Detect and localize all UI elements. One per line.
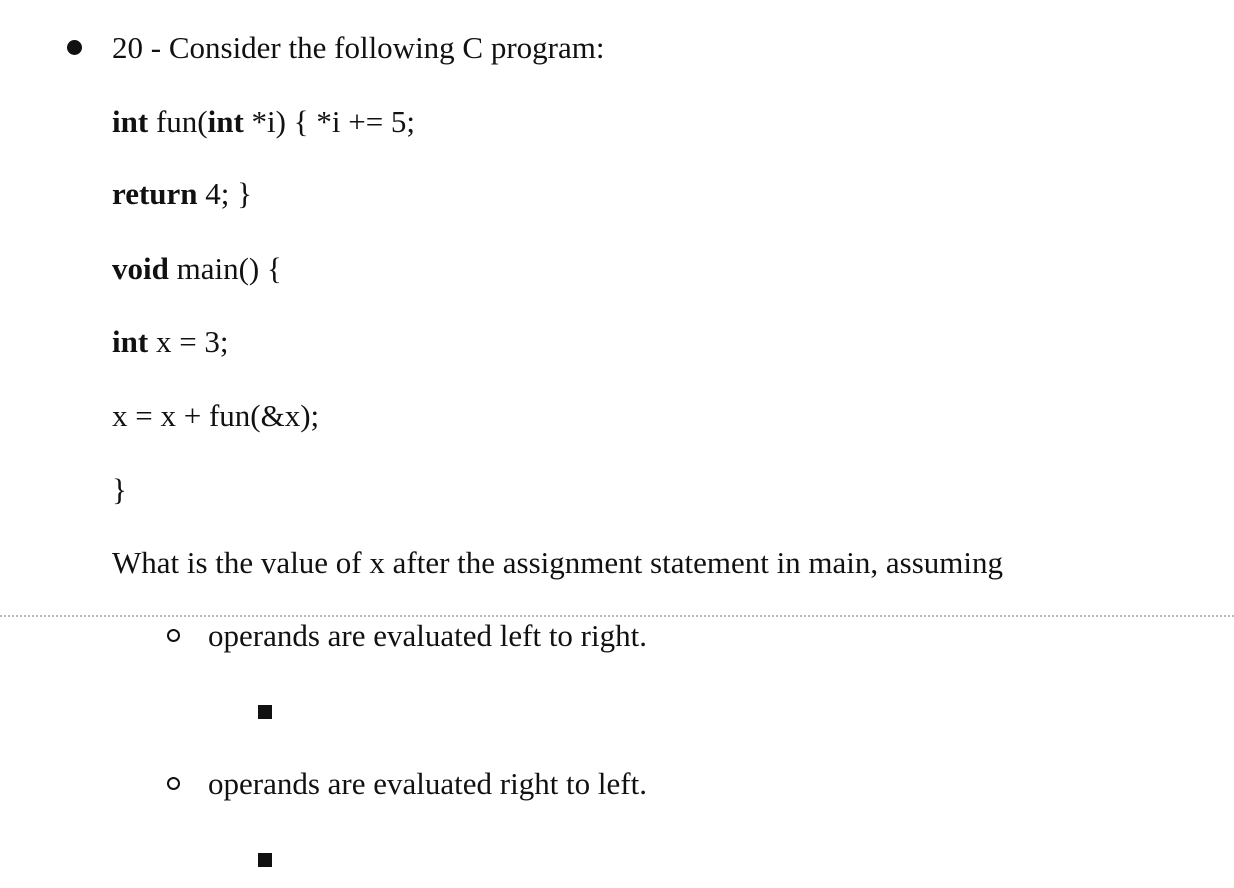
answer-square-icon xyxy=(258,705,272,719)
page-break-divider xyxy=(0,615,1234,617)
code-text: fun( xyxy=(148,104,208,139)
question-heading: 20 - Consider the following C program: xyxy=(112,30,605,65)
code-line-2 xyxy=(112,176,252,212)
code-text: *i) { *i += 5; xyxy=(243,104,416,139)
answer-square-icon xyxy=(258,853,272,867)
code-keyword: int xyxy=(112,104,149,139)
bullet-circle-icon xyxy=(167,777,180,790)
option-right-to-left: operands are evaluated right to left. xyxy=(208,766,647,801)
bullet-circle-icon xyxy=(167,629,180,642)
question-prompt: What is the value of x after the assignment statement in main, assuming xyxy=(112,545,1004,580)
bullet-disc-icon xyxy=(67,40,82,55)
code-line-1 xyxy=(112,104,415,140)
option-left-to-right: operands are evaluated left to right. xyxy=(208,618,647,653)
code-text: } xyxy=(112,472,127,507)
code-text: 4; } xyxy=(197,176,253,211)
code-keyword: return xyxy=(112,176,198,211)
code-line-4 xyxy=(112,324,229,360)
code-text: x = x + fun(&x); xyxy=(112,398,320,433)
code-keyword: int xyxy=(207,104,244,139)
code-line-6 xyxy=(112,472,127,508)
code-keyword: void xyxy=(112,251,169,286)
code-text: main() { xyxy=(168,251,282,286)
code-line-5 xyxy=(112,398,319,434)
code-text: x = 3; xyxy=(148,324,229,359)
code-keyword: int xyxy=(112,324,149,359)
code-line-3 xyxy=(112,251,282,287)
